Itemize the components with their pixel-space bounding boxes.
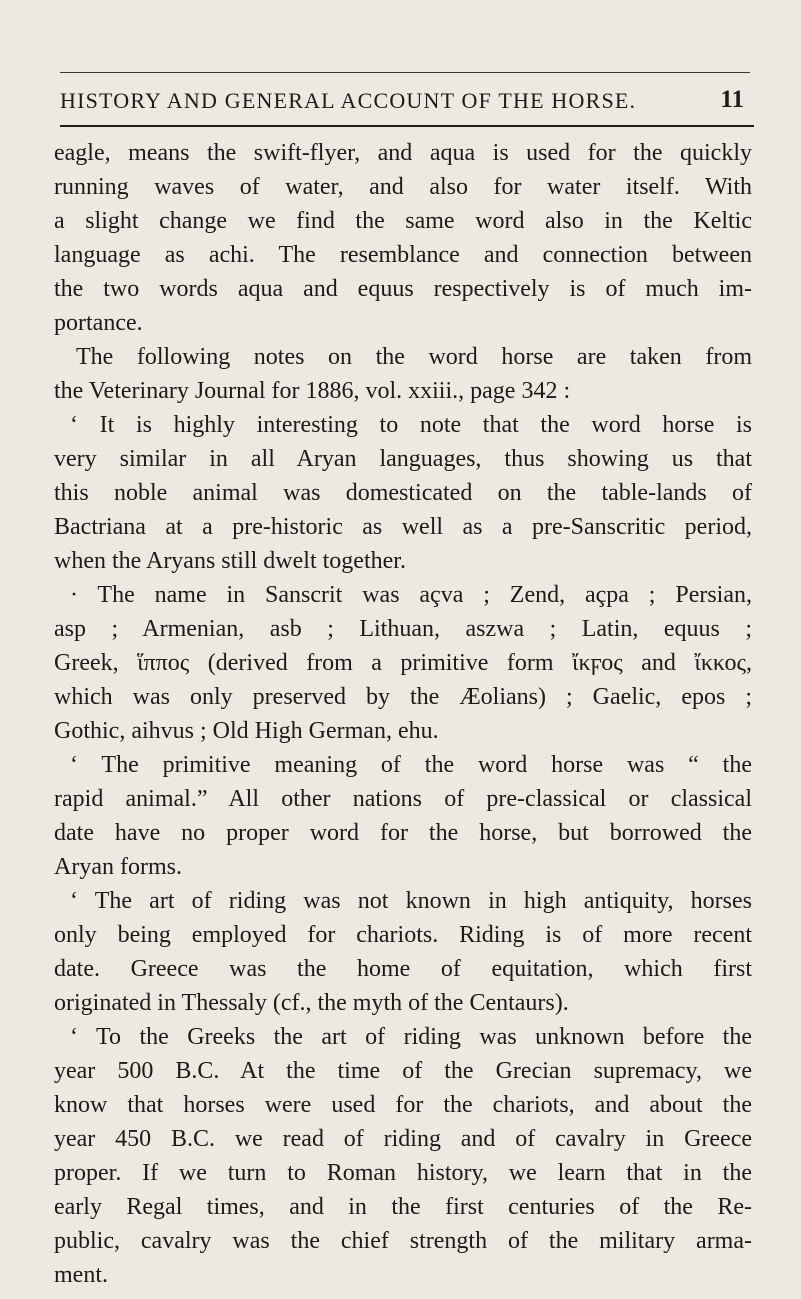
header-rule	[60, 125, 754, 127]
text-line: · The name in Sanscrit was açva ; Zend, açpa ; Persian,	[70, 582, 752, 608]
page-number: 11	[720, 86, 744, 113]
text-line: know that horses were used for the chariots, and about the	[54, 1092, 752, 1118]
text-line: date. Greece was the home of equitation, which first	[54, 956, 752, 982]
text-line: Greek, ἵππος (derived from a primitive form ἴκϝος and ἴκκος,	[54, 650, 752, 676]
text-line: The following notes on the word horse are taken from	[76, 344, 752, 370]
page-header	[60, 84, 750, 120]
text-line: portance.	[54, 310, 143, 336]
running-head: HISTORY AND GENERAL ACCOUNT OF THE HORSE.	[60, 88, 637, 113]
text-line: rapid animal.” All other nations of pre-classical or classical	[54, 786, 752, 812]
text-line: public, cavalry was the chief strength of the military arma-	[54, 1228, 752, 1254]
top-rule	[60, 72, 750, 73]
text-line: ‘ The art of riding was not known in high antiquity, horses	[70, 888, 752, 914]
text-line: running waves of water, and also for water itself. With	[54, 174, 752, 200]
text-line: early Regal times, and in the first centuries of the Re-	[54, 1194, 752, 1220]
text-line: the Veterinary Journal for 1886, vol. xxiii., page 342 :	[54, 378, 571, 404]
text-line: proper. If we turn to Roman history, we learn that in the	[54, 1160, 752, 1186]
text-line: date have no proper word for the horse, but borrowed the	[54, 820, 752, 846]
text-line: a slight change we find the same word also in the Keltic	[54, 208, 752, 234]
text-line: when the Aryans still dwelt together.	[54, 548, 406, 574]
text-line: year 450 B.C. we read of riding and of cavalry in Greece	[54, 1126, 752, 1152]
text-line: ‘ To the Greeks the art of riding was unknown before the	[70, 1024, 752, 1050]
text-line: ‘ The primitive meaning of the word horse was “ the	[70, 752, 752, 778]
text-line: eagle, means the swift-flyer, and aqua is used for the quickly	[54, 140, 752, 166]
text-line: only being employed for chariots. Riding is of more recent	[54, 922, 752, 948]
text-line: year 500 B.C. At the time of the Grecian supremacy, we	[54, 1058, 752, 1084]
text-line: the two words aqua and equus respectively is of much im-	[54, 276, 752, 302]
text-line: originated in Thessaly (cf., the myth of the Centaurs).	[54, 990, 569, 1016]
text-line: Bactriana at a pre-historic as well as a pre-Sanscritic period,	[54, 514, 752, 540]
text-line: ‘ It is highly interesting to note that the word horse is	[70, 412, 752, 438]
text-line: Aryan forms.	[54, 854, 182, 880]
text-line: this noble animal was domesticated on the table-lands of	[54, 480, 752, 506]
text-line: which was only preserved by the Æolians) ; Gaelic, epos ;	[54, 684, 752, 710]
text-line: Gothic, aihvus ; Old High German, ehu.	[54, 718, 439, 744]
text-line: language as achi. The resemblance and connection between	[54, 242, 752, 268]
text-line: ment.	[54, 1262, 108, 1288]
text-line: very similar in all Aryan languages, thus showing us that	[54, 446, 752, 472]
body-text	[54, 136, 752, 1292]
text-line: asp ; Armenian, asb ; Lithuan, aszwa ; Latin, equus ;	[54, 616, 752, 642]
